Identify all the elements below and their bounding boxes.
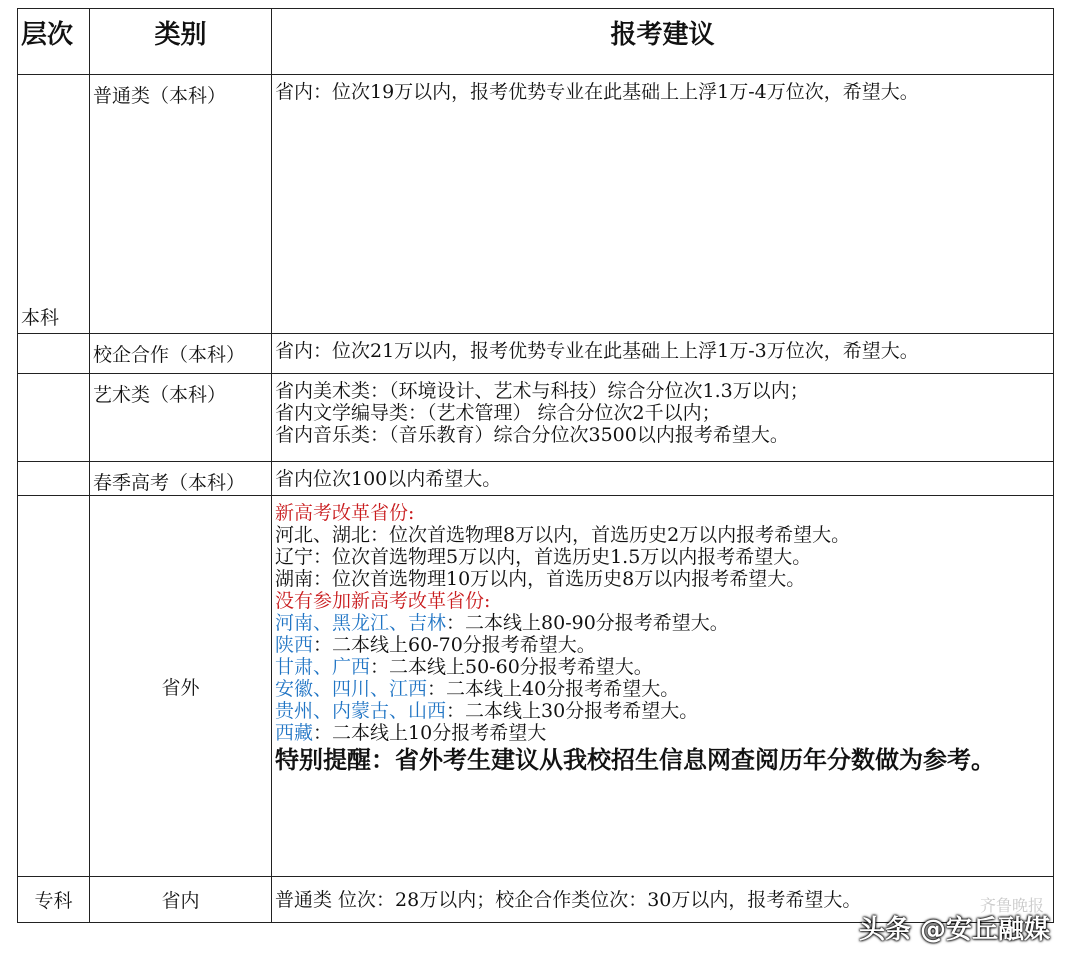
province-advice: ：二本线上10分报考希望大 — [313, 722, 547, 744]
admission-table — [17, 8, 1054, 923]
header-row — [18, 9, 1054, 75]
province-line — [275, 634, 1049, 656]
province-line — [275, 678, 1049, 700]
advice-line: 普通类 位次：28万以内；校企合作类位次：30万以内，报考希望大。 — [275, 888, 862, 911]
province-advice: ：二本线上50-60分报考希望大。 — [370, 656, 653, 678]
level-cell — [18, 496, 90, 877]
province-line — [275, 700, 1049, 722]
special-note: 特别提醒：省外考生建议从我校招生信息网查阅历年分数做为参考。 — [275, 745, 995, 774]
province-names: 贵州、内蒙古、山西 — [275, 700, 447, 722]
province-names: 河南、黑龙江、吉林 — [275, 612, 447, 634]
province-advice: ：二本线上30分报考希望大。 — [446, 700, 699, 722]
header-advice: 报考建议 — [272, 9, 1054, 75]
advice-cell — [272, 462, 1054, 496]
level-cell — [18, 75, 90, 334]
advice-line: 辽宁：位次首选物理5万以内，首选历史1.5万以内报考希望大。 — [275, 546, 812, 568]
province-names: 西藏 — [275, 722, 314, 744]
header-category: 类别 — [90, 9, 272, 75]
level-label: 本科 — [21, 307, 60, 329]
province-advice: ：二本线上40分报考希望大。 — [427, 678, 680, 700]
category-cell: 普通类（本科） — [90, 75, 272, 334]
advice-line: 省内音乐类：（音乐教育）综合分位次3500以内报考希望大。 — [275, 424, 789, 446]
table-row — [18, 75, 1054, 334]
advice-cell — [272, 496, 1054, 877]
province-line — [275, 612, 1049, 634]
advice-line: 省内：位次21万以内，报考优势专业在此基础上上浮1万-3万位次，希望大。 — [275, 340, 919, 362]
category-cell: 省外 — [90, 496, 272, 877]
advice-cell — [272, 334, 1054, 374]
watermark: 头条 @安丘融媒 — [858, 915, 1050, 945]
advice-line: 省内位次100以内希望大。 — [275, 468, 502, 490]
level-cell — [18, 462, 90, 496]
faint-watermark: 齐鲁晚报 — [979, 896, 1044, 915]
advice-line: 省内美术类：（环境设计、艺术与科技）综合分位次1.3万以内； — [275, 380, 809, 402]
level-cell — [18, 334, 90, 374]
province-names: 甘肃、广西 — [275, 656, 371, 678]
category-cell: 校企合作（本科） — [90, 334, 272, 374]
advice-cell — [272, 75, 1054, 334]
advice-cell — [272, 374, 1054, 462]
category-cell: 省内 — [90, 877, 272, 923]
province-advice: ：二本线上80-90分报考希望大。 — [446, 612, 729, 634]
province-names: 安徽、四川、江西 — [275, 678, 428, 700]
advice-line: 省内：位次19万以内，报考优势专业在此基础上上浮1万-4万位次，希望大。 — [275, 81, 919, 103]
table-row — [18, 374, 1054, 462]
province-line — [275, 656, 1049, 678]
level-cell — [18, 374, 90, 462]
header-level: 层次 — [18, 9, 90, 75]
advice-line: 省内文学编导类：（艺术管理） 综合分位次2千以内； — [275, 402, 721, 424]
advice-line: 河北、湖北：位次首选物理8万以内，首选历史2万以内报考希望大。 — [275, 524, 851, 546]
table-row — [18, 496, 1054, 877]
province-line — [275, 722, 1049, 744]
reform-heading: 新高考改革省份: — [275, 502, 415, 524]
category-cell: 春季高考（本科） — [90, 462, 272, 496]
province-advice: ：二本线上60-70分报考希望大。 — [313, 634, 596, 656]
advice-line: 湖南：位次首选物理10万以内，首选历史8万以内报考希望大。 — [275, 568, 806, 590]
nonreform-heading: 没有参加新高考改革省份: — [275, 590, 491, 612]
table-row — [18, 462, 1054, 496]
table-row — [18, 334, 1054, 374]
category-cell: 艺术类（本科） — [90, 374, 272, 462]
level-cell: 专科 — [18, 877, 90, 923]
province-names: 陕西 — [275, 634, 314, 656]
